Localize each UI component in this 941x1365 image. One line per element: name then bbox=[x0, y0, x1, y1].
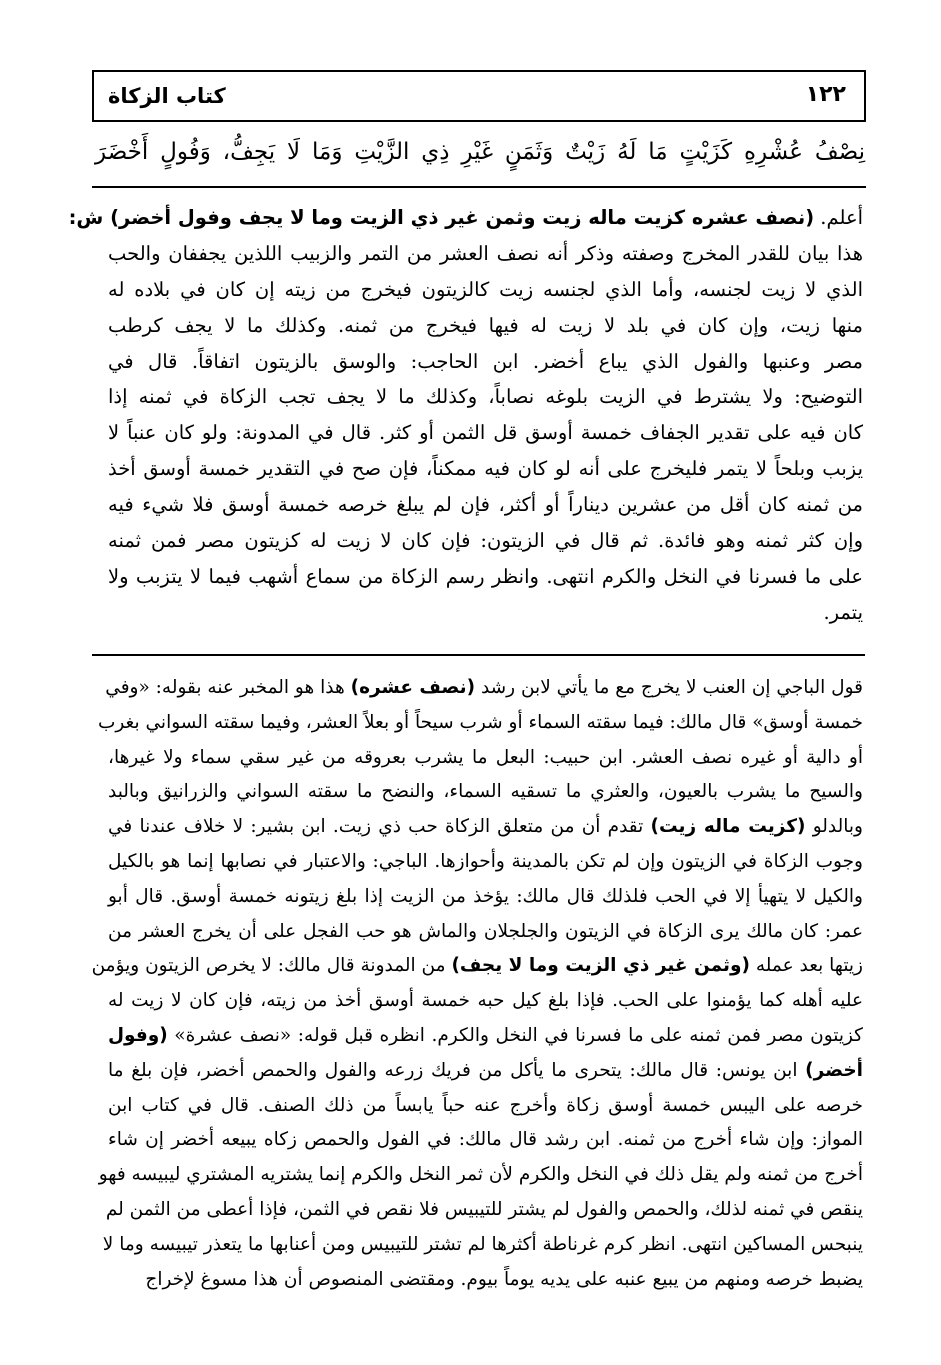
lemma-quote: (نصف عشره كزيت ماله زيت وثمن غير ذي الزيت وما لا يجف وفول أخضر) ش: bbox=[68, 206, 815, 229]
page-number: ١٢٢ bbox=[805, 82, 846, 107]
line-text: عليه أهله كما يؤمنوا على الحب. فإذا بلغ كيل حبه خمسة أوسق أخذ من زيته، فإن كان لا زيت له bbox=[108, 990, 863, 1012]
line-text: من ثمنه كان أقل من عشرين ديناراً أو أكثر، فإن لم يبلغ خرصه خمسة أوسق فلا شيء فيه bbox=[108, 493, 863, 517]
sharh-commentary bbox=[68, 200, 863, 631]
text-line bbox=[108, 272, 863, 308]
lemma-quote: أخضر) bbox=[805, 1059, 863, 1081]
line-text: على ما فسرنا في النخل والكرم انتهى. وانظر رسم الزكاة من سماع أشهب فيما لا يتزبب ولا bbox=[108, 564, 863, 588]
line-text: يتمر. bbox=[823, 600, 863, 624]
line-text: ينقص في ثمنه لذلك، والحمص والفول لم يشتر للتيبيس فلا نقص في الثمن، فإذا أعطى من الثمن لم bbox=[105, 1198, 863, 1220]
text-line bbox=[108, 1123, 863, 1158]
text-line bbox=[108, 1054, 863, 1089]
text-line bbox=[68, 200, 863, 236]
text-line bbox=[91, 949, 863, 984]
book-title: كتاب الزكاة bbox=[108, 84, 226, 108]
line-text: من المدونة قال مالك: لا يخرص الزيتون ويؤمن bbox=[91, 955, 452, 977]
text-line bbox=[108, 1089, 863, 1124]
text-line bbox=[105, 671, 863, 706]
text-line bbox=[108, 487, 863, 523]
text-line bbox=[108, 236, 863, 272]
line-text: يزبب وبلحاً لا يتمر فليخرج على أنه لو كان فيه ممكناً، فإن صح في التقدير خمسة أوسق أخذ bbox=[108, 457, 863, 481]
line-text: كان فيه على تقدير الجفاف خمسة أوسق قل الثمن أو كثر. قال في المدونة: ولو كان عنباً لا bbox=[108, 421, 863, 445]
text-line bbox=[108, 1019, 863, 1054]
line-text: مصر وعنبها والفول الذي يباع أخضر. ابن الحاجب: والوسق بالزيتون اتفاقاً. قال في bbox=[108, 349, 863, 373]
line-text: خمسة أوسق» قال مالك: فيما سقته السماء أو شرب سيحاً أو بعلاً العشر، وفيما سقته السواني بغرب bbox=[97, 711, 863, 733]
lemma-quote: (كزيت ماله زيت) bbox=[650, 816, 806, 838]
text-line bbox=[102, 1228, 863, 1263]
line-text: تقدم أن من متعلق الزكاة حب ذي زيت. ابن بشير: لا خلاف عندنا في bbox=[108, 816, 651, 838]
text-line bbox=[108, 308, 863, 344]
line-text: أو دالية أو غيره نصف العشر. ابن حبيب: البعل ما يشرب بعروقه من غير سقي سماء ولا غيرها، bbox=[108, 746, 863, 768]
line-text: عمر: كان مالك يرى الزكاة في الزيتون والجلجلان والماش هو حب الفجل على أن يخرج العشر من bbox=[108, 920, 863, 942]
line-text: الذي لا زيت لجنسه، وأما الذي لجنسه زيت كالزيتون فيخرج من زيته إن كان في بلاده له bbox=[108, 277, 863, 301]
line-text: كزيتون مصر فمن ثمنه على ما فسرنا في النخل والكرم. انظره قبل قوله: «نصف عشرة» bbox=[167, 1024, 863, 1046]
line-text: ابن يونس: قال مالك: يتحرى ما يأكل من فريك زرعه والفول والحمص أخضر، فإن بلغ ما bbox=[108, 1059, 806, 1081]
line-text: المواز: وإن شاء أخرج من ثمنه. ابن رشد قال مالك: في الفول والحمص زكاه يبيعه أخضر إن شاء bbox=[108, 1129, 863, 1151]
line-text: والسيح ما يشرب بالعيون، والعثري ما تسقيه السماء، والنضح ما سقته السواني والزرانيق وبالبد bbox=[108, 781, 863, 803]
line-text: والكيل لا يتهيأ إلا في الحب فلذلك قال مالك: يؤخذ من الزيت إذا بلغ زيتونه خمسة أوسق. قال أبو bbox=[108, 885, 863, 907]
text-line bbox=[108, 775, 863, 810]
text-line bbox=[108, 451, 863, 487]
lemma-quote: (نصف عشره) bbox=[350, 677, 476, 698]
lemma-quote: (وفول bbox=[108, 1024, 168, 1046]
line-text: وبالدلو bbox=[805, 816, 863, 838]
line-text: خرصه على اليبس خمسة أوسق زكاة وأخرج عنه حباً يابساً من ذلك الصنف. قال في كتاب ابن bbox=[108, 1094, 863, 1116]
line-text: ينبحس المساكين انتهى. انظر كرم غرناطة أكثرها لم تشتر للتيبيس ومن أعنابها ما يتعذر تيبيسه وما لا bbox=[102, 1233, 863, 1255]
text-line bbox=[108, 984, 863, 1019]
line-text: التوضيح: ولا يشترط في الزيت بلوغه نصاباً، وكذلك ما لا يجف تجب الزكاة في ثمنه إذا bbox=[108, 385, 863, 409]
text-line bbox=[108, 595, 863, 631]
line-text: أخرج من ثمنه ولم يقل ذلك في النخل والكرم لأن ثمر النخل والكرم إنما يشتريه المشتري ليبيسه فهو bbox=[98, 1164, 863, 1186]
text-line bbox=[105, 1193, 863, 1228]
text-line bbox=[98, 1158, 863, 1193]
text-line bbox=[108, 741, 863, 776]
text-line bbox=[108, 415, 863, 451]
line-text: وجوب الزكاة في الزيتون وإن لم تكن بالمدينة وأحوازها. الباجي: والاعتبار في نصابها إنما هو بالكيل bbox=[108, 850, 863, 872]
matn-divider bbox=[92, 186, 866, 188]
text-line bbox=[108, 810, 863, 845]
page-header bbox=[92, 70, 866, 122]
line-text: قول الباجي إن العنب لا يخرج مع ما يأتي لابن رشد bbox=[475, 677, 863, 698]
text-line bbox=[108, 523, 863, 559]
text-line bbox=[97, 706, 863, 741]
line-text: وإن كثر ثمنه وهو فائدة. ثم قال في الزيتون: فإن كان لا زيت له كزيتون مصر فمن ثمنه bbox=[108, 529, 863, 553]
matn-text: نِصْفُ عُشْرِهِ كَزَيْتٍ مَا لَهُ زَيْتٌ وَثَمَنٍ غَيْرِ ذِي الزَّيْتِ وَمَا لَا يَجِفُّ، وَفُولٍ أَخْضَرَ bbox=[95, 139, 865, 165]
text-line bbox=[108, 559, 863, 595]
footnote-divider bbox=[92, 654, 865, 656]
text-line bbox=[108, 880, 863, 915]
line-text: زيتها بعد عمله bbox=[749, 955, 863, 977]
text-line bbox=[108, 845, 863, 880]
text-line bbox=[108, 379, 863, 415]
line-text: يضبط خرصه ومنهم من يبيع عنبه على يديه يوماً بيوم. ومقتضى المنصوص أن هذا مسوغ لإخراج bbox=[145, 1268, 863, 1290]
text-line bbox=[108, 915, 863, 950]
line-text: هذا هو المخبر عنه بقوله: «وفي bbox=[105, 677, 351, 698]
hashiya-footnotes bbox=[91, 671, 863, 1297]
line-text: منها زيت، وإن كان في بلد لا زيت له فيها فيخرج من ثمنه. وكذلك ما لا يجف كرطب bbox=[108, 313, 863, 337]
text-line bbox=[108, 1263, 863, 1298]
line-text: أعلم. bbox=[814, 206, 863, 229]
line-text: هذا بيان للقدر المخرج وصفته وذكر أنه نصف العشر من التمر والزبيب اللذين يجففان والحب bbox=[108, 241, 863, 265]
text-line bbox=[108, 344, 863, 380]
lemma-quote: (وثمن غير ذي الزيت وما لا يجف) bbox=[451, 955, 750, 977]
